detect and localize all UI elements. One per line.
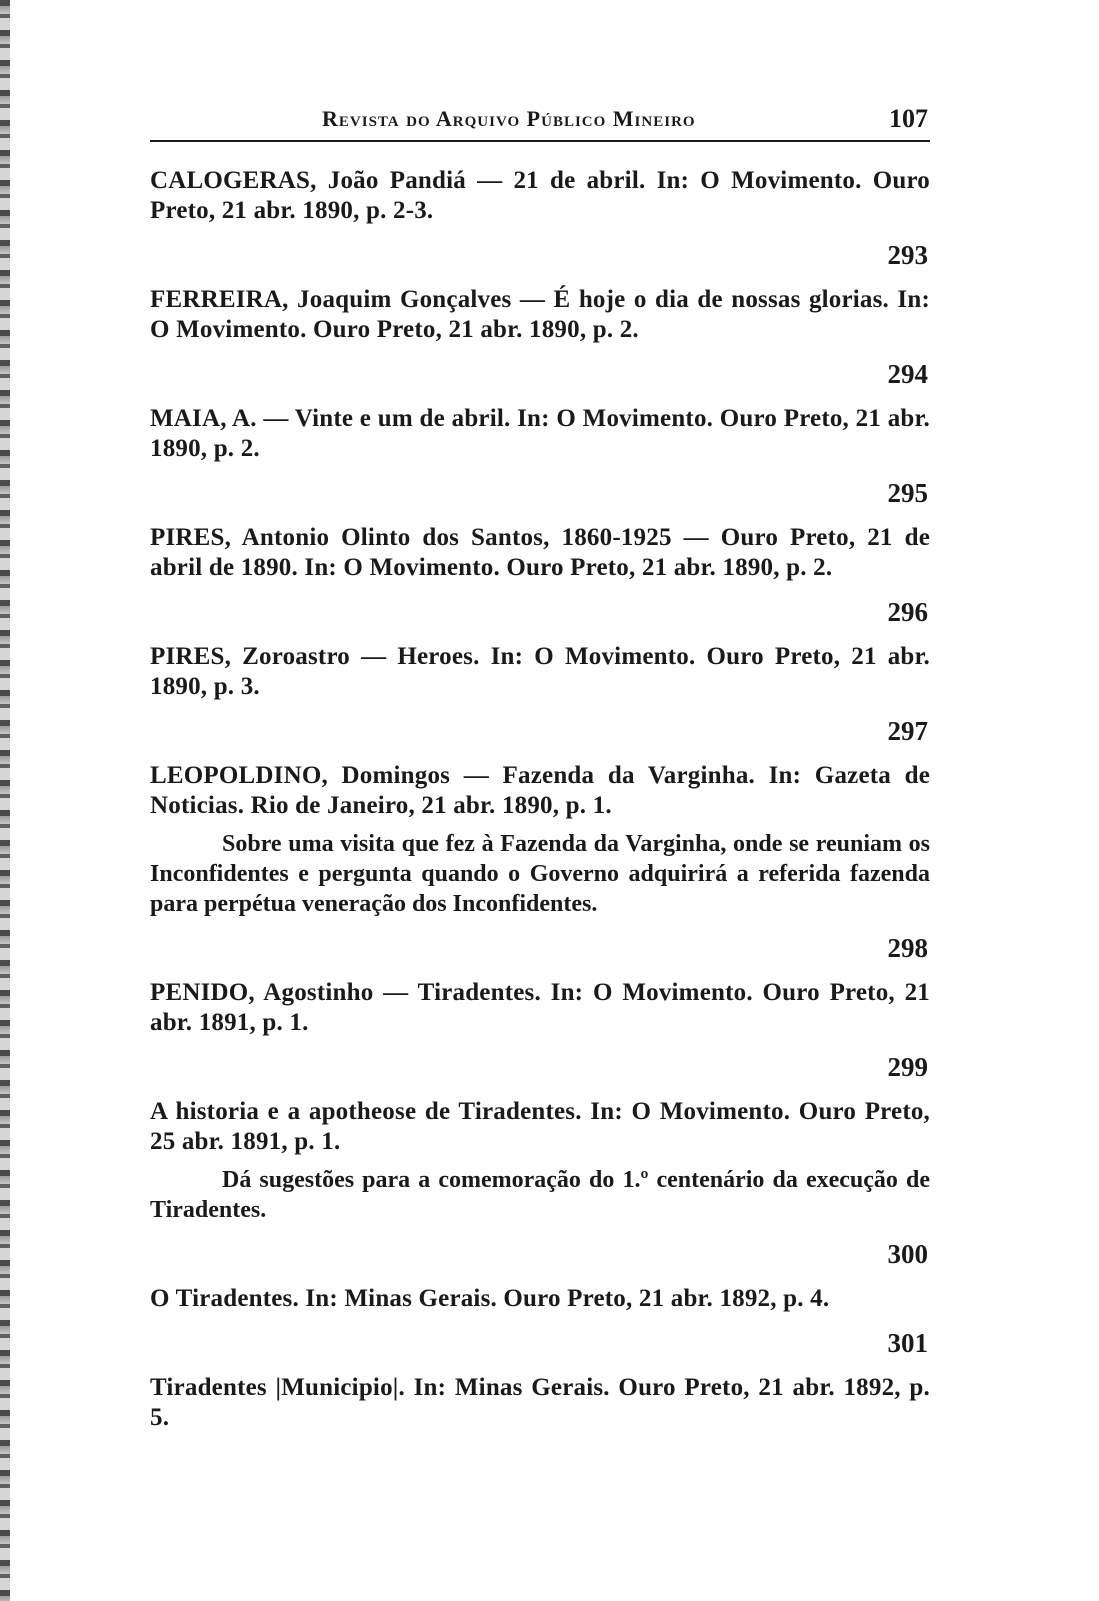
bibliography-entry: Tiradentes |Municipio|. In: Minas Gerais. Ouro Preto, 21 abr. 1892, p. 5. xyxy=(150,1374,930,1431)
entry-number: 300 xyxy=(887,1239,928,1269)
running-header xyxy=(150,100,930,142)
document-page xyxy=(150,100,930,1433)
entry-number: 294 xyxy=(887,359,928,389)
bibliography-entry: MAIA, A. — Vinte e um de abril. In: O Movimento. Ouro Preto, 21 abr. 1890, p. 2. xyxy=(150,405,930,462)
entry-number: 295 xyxy=(887,478,928,508)
bibliography-entry: PENIDO, Agostinho — Tiradentes. In: O Movimento. Ouro Preto, 21 abr. 1891, p. 1. xyxy=(150,979,930,1036)
journal-title: Revista do Arquivo Público Mineiro xyxy=(322,106,696,131)
entry-number: 299 xyxy=(887,1052,928,1082)
page-edge-shadow xyxy=(0,0,10,1601)
entry-number: 293 xyxy=(887,240,928,270)
bibliography-entry: PIRES, Antonio Olinto dos Santos, 1860-1925 — Ouro Preto, 21 de abril de 1890. In: O Movimento. Ouro Preto, 21 abr. 1890, p. 2. xyxy=(150,524,930,581)
entry-annotation: Dá sugestões para a comemoração do 1.º centenário da execução de Tiradentes. xyxy=(150,1167,930,1223)
bibliography-entry: FERREIRA, Joaquim Gonçalves — É hoje o dia de nossas glorias. In: O Movimento. Ouro Preto, 21 abr. 1890, p. 2. xyxy=(150,286,930,343)
bibliography-entry: CALOGERAS, João Pandiá — 21 de abril. In: O Movimento. Ouro Preto, 21 abr. 1890, p. 2-3. xyxy=(150,167,930,224)
entry-number: 301 xyxy=(887,1328,928,1358)
entry-number: 296 xyxy=(887,597,928,627)
entry-number: 298 xyxy=(887,933,928,963)
bibliography-entry: PIRES, Zoroastro — Heroes. In: O Movimento. Ouro Preto, 21 abr. 1890, p. 3. xyxy=(150,643,930,700)
bibliography-entry: A historia e a apotheose de Tiradentes. In: O Movimento. Ouro Preto, 25 abr. 1891, p. 1. xyxy=(150,1098,930,1155)
bibliography-entry: LEOPOLDINO, Domingos — Fazenda da Varginha. In: Gazeta de Noticias. Rio de Janeiro, 21 abr. 1890, p. 1. xyxy=(150,762,930,819)
page-number: 107 xyxy=(889,104,928,133)
entry-number: 297 xyxy=(887,716,928,746)
bibliography-entry: O Tiradentes. In: Minas Gerais. Ouro Preto, 21 abr. 1892, p. 4. xyxy=(150,1285,830,1312)
entry-annotation: Sobre uma visita que fez à Fazenda da Varginha, onde se reuniam os Inconfidentes e pergunta quando o Governo adquirirá a referida fazenda para perpétua veneração dos Inconfidentes. xyxy=(150,831,930,917)
